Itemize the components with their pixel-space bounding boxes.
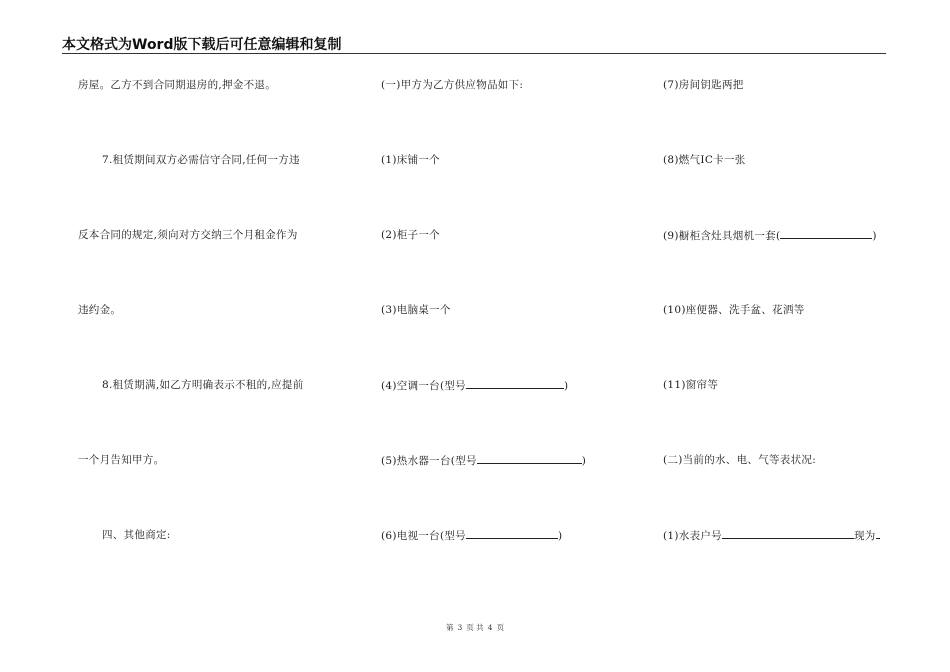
page-number-footer [0,622,950,633]
list-heading: (二)当前的水、电、气等表状况: [663,454,817,466]
list-item [663,528,880,543]
list-item [663,228,877,243]
list-item-label: (5)热水器一台(型号 [381,455,477,467]
text-line: 违约金。 [78,304,122,316]
list-item-label: (1)水表户号 [663,530,722,542]
document-header-title: 本文格式为Word版下载后可任意编辑和复制 [62,37,342,53]
page-label-suffix: 页 [496,623,504,632]
list-item-suffix: 现为 [853,530,876,542]
list-item-suffix: ) [581,455,587,467]
list-item-label: (9)橱柜含灶具烟机一套( [663,230,781,242]
list-item-label: (6)电视一台(型号 [381,530,466,542]
list-item [381,528,562,543]
text-line: 一个月告知甲方。 [78,454,165,466]
list-item: (8)燃气IC卡一张 [663,154,746,166]
list-item-suffix: ) [563,380,569,392]
page-total: 4 [487,623,493,632]
section-heading: 四、其他商定: [102,529,171,541]
fill-in-blank [466,528,558,539]
page-current: 3 [457,623,463,632]
text-line: 8.租赁期满,如乙方明确表示不租的,应提前 [102,379,304,391]
list-item [381,378,568,393]
header-divider [62,53,886,54]
list-item [381,453,586,468]
list-item-suffix: ) [557,530,563,542]
page-label-prefix: 第 [446,623,454,632]
list-item: (7)房间钥匙两把 [663,79,744,91]
text-line: 房屋。乙方不到合同期退房的,押金不退。 [78,79,277,91]
list-item: (2)柜子一个 [381,229,440,241]
fill-in-blank [722,528,854,539]
text-line: 反本合同的规定,须向对方交纳三个月租金作为 [78,229,298,241]
list-item-label: (4)空调一台(型号 [381,380,466,392]
fill-in-blank [876,528,880,539]
list-item-suffix: ) [872,230,877,242]
list-item: (1)床铺一个 [381,154,440,166]
list-item: (11)窗帘等 [663,379,719,391]
fill-in-blank [466,378,564,389]
list-item: (10)座便器、洗手盆、花洒等 [663,304,805,316]
fill-in-blank [477,453,582,464]
list-item: (3)电脑桌一个 [381,304,451,316]
list-heading: (一)甲方为乙方供应物品如下: [381,79,524,91]
fill-in-blank [780,228,872,239]
text-line: 7.租赁期间双方必需信守合同,任何一方违 [102,154,300,166]
page-label-middle: 页 共 [466,623,484,632]
